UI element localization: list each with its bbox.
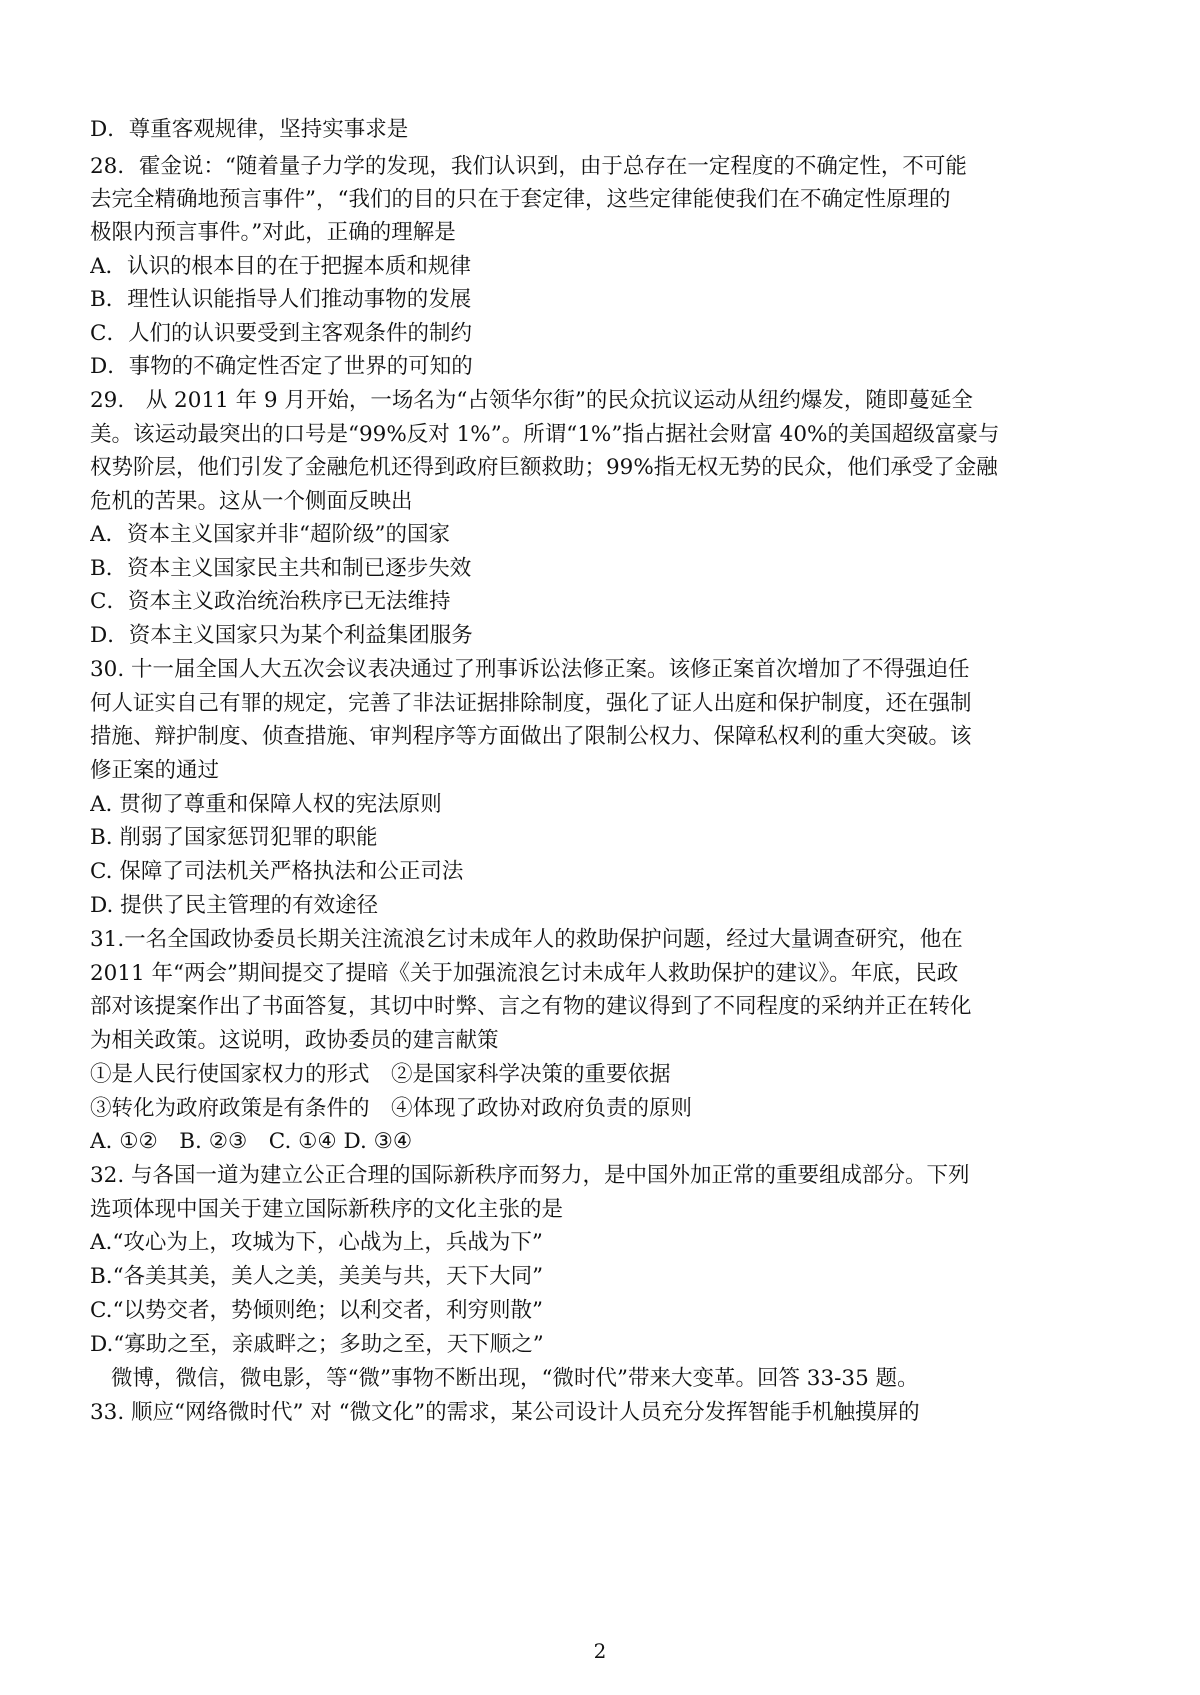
q28-stem-line: 极限内预言事件。”对此，正确的理解是 [90, 220, 456, 245]
q33-stem-line: 33. 顺应“网络微时代” 对 “微文化”的需求，某公司设计人员充分发挥智能手机触摸屏的 [90, 1400, 920, 1425]
q33-35-intro: 微博，微信，微电影，等“微”事物不断出现，“微时代”带来大变革。回答 33-35 题。 [111, 1366, 919, 1391]
q31-statements-1-2: ①是人民行使国家权力的形式 ②是国家科学决策的重要依据 [90, 1062, 671, 1087]
q31-stem-line: 2011 年“两会”期间提交了提暗《关于加强流浪乞讨未成年人救助保护的建议》。年底，民政 [90, 961, 959, 986]
q32-option-d: D.“寡助之至，亲戚畔之；多助之至，天下顺之” [90, 1332, 544, 1357]
q30-option-c: C. 保障了司法机关严格执法和公正司法 [90, 859, 464, 884]
q29-option-a: A．资本主义国家并非“超阶级”的国家 [90, 522, 451, 547]
q29-stem-line: 权势阶层，他们引发了金融危机还得到政府巨额救助；99%指无权无势的民众，他们承受了金融 [90, 455, 998, 480]
q28-stem-line: 28．霍金说：“随着量子力学的发现，我们认识到，由于总存在一定程度的不确定性，不可能 [90, 154, 967, 179]
q30-option-b: B. 削弱了国家惩罚犯罪的职能 [90, 825, 378, 850]
q27-option-d: D．尊重客观规律，坚持实事求是 [90, 117, 409, 142]
q31-stem-line: 为相关政策。这说明，政协委员的建言献策 [90, 1028, 499, 1053]
q30-stem-line: 修正案的通过 [90, 758, 220, 783]
q31-statements-3-4: ③转化为政府政策是有条件的 ④体现了政协对政府负责的原则 [90, 1096, 693, 1121]
q29-option-b: B．资本主义国家民主共和制已逐步失效 [90, 556, 472, 581]
page-number: 2 [593, 1639, 607, 1663]
q30-option-a: A. 贯彻了尊重和保障人权的宪法原则 [90, 792, 442, 817]
q30-stem-line: 30. 十一届全国人大五次会议表决通过了刑事诉讼法修正案。该修正案首次增加了不得强迫任 [90, 657, 970, 682]
q30-option-d: D. 提供了民主管理的有效途径 [90, 893, 379, 918]
q32-option-a: A.“攻心为上，攻城为下，心战为上，兵战为下” [90, 1230, 543, 1255]
q28-stem-line: 去完全精确地预言事件”，“我们的目的只在于套定律，这些定律能使我们在不确定性原理的 [90, 187, 951, 212]
q30-stem-line: 措施、辩护制度、侦查措施、审判程序等方面做出了限制公权力、保障私权利的重大突破。该 [90, 724, 972, 749]
q28-option-c: C．人们的认识要受到主客观条件的制约 [90, 321, 472, 346]
q30-stem-line: 何人证实自己有罪的规定，完善了非法证据排除制度，强化了证人出庭和保护制度，还在强制 [90, 691, 972, 716]
q32-stem-line: 选项体现中国关于建立国际新秩序的文化主张的是 [90, 1197, 564, 1222]
q31-stem-line: 部对该提案作出了书面答复，其切中时弊、言之有物的建议得到了不同程度的采纳并正在转化 [90, 994, 972, 1019]
q29-stem-line: 美。该运动最突出的口号是“99%反对 1%”。所谓“1%”指占据社会财富 40%的美国超级富豪与 [90, 422, 1000, 447]
q32-option-b: B.“各美其美，美人之美，美美与共，天下大同” [90, 1264, 544, 1289]
q29-option-c: C．资本主义政治统治秩序已无法维持 [90, 589, 451, 614]
q32-option-c: C.“以势交者，势倾则绝；以利交者，利穷则散” [90, 1298, 544, 1323]
q28-option-a: A．认识的根本目的在于把握本质和规律 [90, 254, 472, 279]
q31-stem-line: 31.一名全国政协委员长期关注流浪乞讨未成年人的救助保护问题，经过大量调查研究，他在 [90, 927, 963, 952]
q29-stem-line: 29. 从 2011 年 9 月开始，一场名为“占领华尔街”的民众抗议运动从纽约爆发，随即蔓延全 [90, 388, 973, 413]
q28-option-d: D．事物的不确定性否定了世界的可知的 [90, 354, 473, 379]
q29-option-d: D．资本主义国家只为某个利益集团服务 [90, 623, 473, 648]
q31-options: A. ①② B. ②③ C. ①④ D. ③④ [90, 1129, 413, 1154]
q28-option-b: B．理性认识能指导人们推动事物的发展 [90, 287, 472, 312]
q29-stem-line: 危机的苦果。这从一个侧面反映出 [90, 489, 413, 514]
q32-stem-line: 32. 与各国一道为建立公正合理的国际新秩序而努力，是中国外加正常的重要组成部分。下列 [90, 1163, 970, 1188]
